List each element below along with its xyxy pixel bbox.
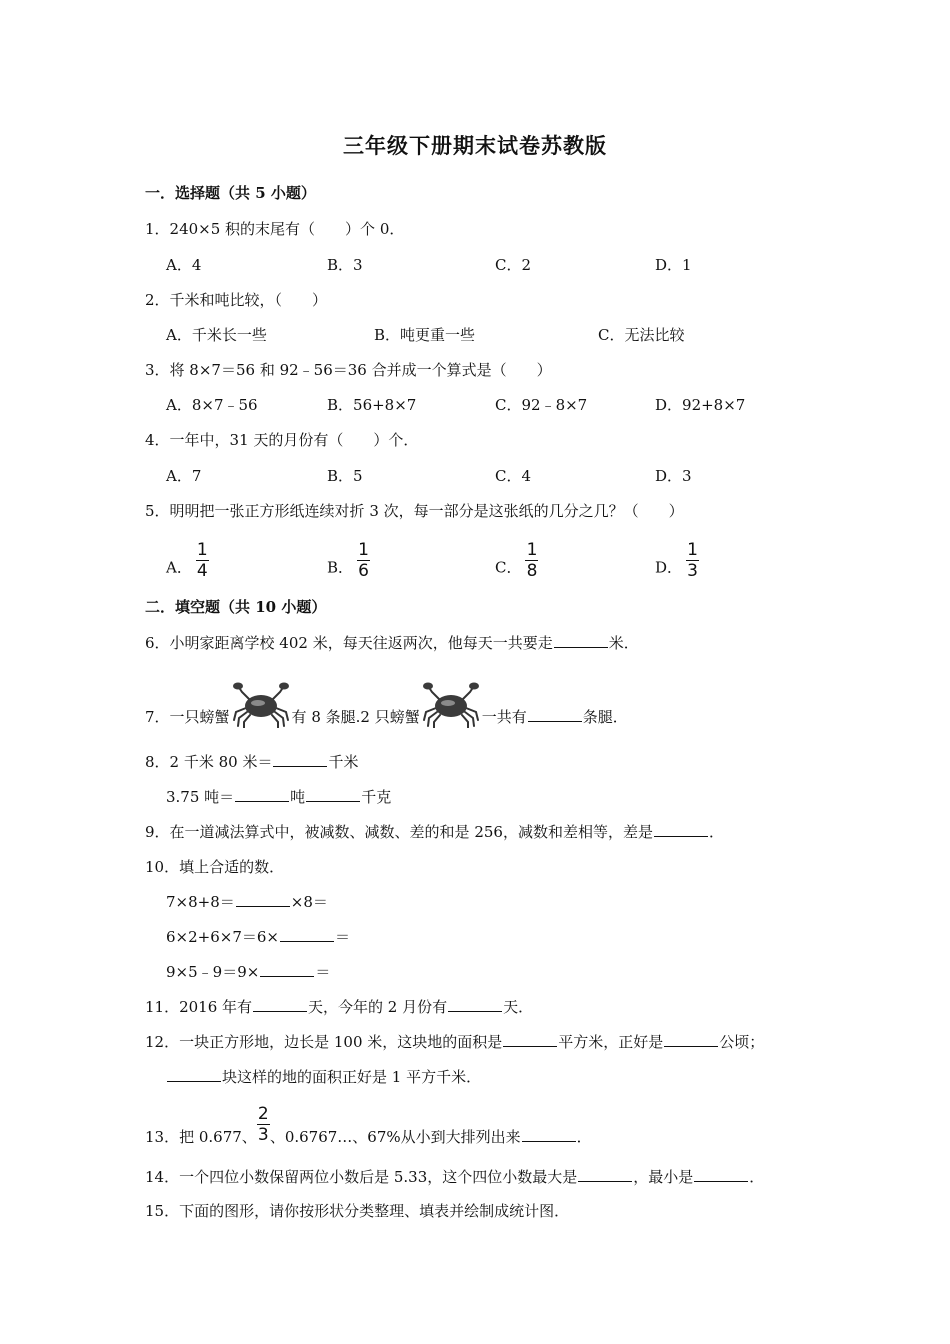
question-8-line-1 [145,751,359,772]
section-fill-heading: 二．填空题（共 10 小题） [145,598,327,616]
q10-l1-a: 7×8+8＝ [166,893,235,911]
q4-option-c: C．4 [495,467,532,485]
q1-option-b: B．3 [327,256,363,274]
q2-option-a: A．千米长一些 [166,326,267,344]
q6-text: 6．小明家距离学校 402 米，每天往返两次，他每天一共要走 [145,634,553,652]
fraction-numerator: 1 [196,540,208,560]
fraction-denominator: 6 [358,561,369,581]
fraction-numerator: 1 [687,540,698,560]
question-5-stem: 5．明明把一张正方形纸连续对折 3 次，每一部分是这张纸的几分之几？（ ） [145,502,684,520]
question-15-stem: 15．下面的图形，请你按形状分类整理、填表并绘制成统计图． [145,1202,570,1220]
q5-option-c-label: C． [495,558,522,577]
q10-l3-b: ＝ [315,963,331,981]
q11-text-c: 天． [503,998,534,1016]
q14-text-b: ，最小是 [633,1168,694,1186]
q5-option-c [495,540,538,589]
fraction-denominator: 4 [196,561,208,581]
q3-option-c: C．92﹣8×7 [495,396,588,414]
fraction-numerator: 2 [257,1103,269,1124]
answer-blank[interactable] [522,1127,576,1142]
question-12-line-1 [145,1031,764,1052]
crab-icon [232,682,290,728]
question-4-stem: 4．一年中，31 天的月份有（ ）个． [145,431,419,449]
q7-text-a: 7．一只螃蟹 [145,708,230,726]
question-3-stem: 3．将 8×7＝56 和 92﹣56＝36 合并成一个算式是（ ） [145,361,552,379]
q7-text-c: 一共有 [481,708,527,726]
q3-option-a: A．8×7﹣56 [166,396,258,414]
q3-option-b: B．56+8×7 [327,396,417,414]
answer-blank[interactable] [578,1167,632,1182]
q10-l3-a: 9×5﹣9＝9× [166,963,260,981]
q1-option-a: A．4 [166,256,202,274]
q8-text-a: 8．2 千米 80 米＝ [145,753,273,771]
q14-text-a: 14．一个四位小数保留两位小数后是 5.33，这个四位小数最大是 [145,1168,578,1186]
q12-text-c: 公顷； [719,1033,765,1051]
q8-text-e: 千克 [361,788,392,806]
fraction-denominator: 3 [257,1124,269,1145]
question-7 [145,682,628,740]
answer-blank[interactable] [253,997,307,1012]
question-14 [145,1166,764,1187]
q11-text-a: 11．2016 年有 [145,998,253,1016]
q5-option-b [327,540,370,589]
q9-end: ． [708,823,724,841]
question-10-stem: 10．填上合适的数． [145,858,285,876]
q13-text-b: 、0.6767…、67%从小到大排列出来 [269,1128,521,1146]
q3-option-d: D．92+8×7 [655,396,746,414]
q5-option-d [655,540,699,589]
question-11 [145,996,533,1017]
fraction-numerator: 1 [526,540,538,560]
page-title: 三年级下册期末试卷苏教版 [343,133,607,158]
q9-text: 9．在一道减法算式中，被减数、减数、差的和是 256，减数和差相等，差是 [145,823,653,841]
q6-unit: 米． [608,634,639,652]
q5-option-d-label: D． [655,558,683,577]
q5-option-c-fraction [525,540,538,581]
fraction-denominator: 3 [687,561,698,581]
q14-text-c: ． [749,1168,765,1186]
q5-option-d-fraction [686,540,699,581]
q5-option-a-fraction [196,540,209,581]
q10-line-2 [166,926,350,947]
q5-option-a [166,540,209,589]
q2-option-c: C．无法比较 [598,326,685,344]
q10-line-3 [166,961,330,982]
q7-text-d: 条腿． [582,708,628,726]
q7-text-b: 有 8 条腿.2 只螃蟹 [291,708,420,726]
q5-option-a-label: A． [166,558,192,577]
answer-blank[interactable] [167,1067,221,1082]
section-choice-heading: 一．选择题（共 5 小题） [145,184,316,202]
answer-blank[interactable] [654,822,708,837]
q13-text-a: 13．把 0.677、 [145,1128,257,1146]
answer-blank[interactable] [235,787,289,802]
q5-option-b-fraction [357,540,370,581]
q8-text-c: 3.75 吨＝ [166,788,235,806]
answer-blank[interactable] [554,633,608,648]
q13-text-c: ． [576,1128,592,1146]
answer-blank[interactable] [664,1032,718,1047]
answer-blank[interactable] [260,962,314,977]
answer-blank[interactable] [306,787,360,802]
q8-text-d: 吨 [290,788,306,806]
q13-fraction [257,1104,270,1145]
question-8-line-2 [166,786,391,807]
q10-line-1 [166,891,328,912]
answer-blank[interactable] [503,1032,557,1047]
question-9 [145,821,724,842]
q12-text-a: 12．一块正方形地，边长是 100 米，这块地的面积是 [145,1033,503,1051]
answer-blank[interactable] [236,892,290,907]
question-12-line-2 [166,1066,481,1087]
q5-option-b-label: B． [327,558,354,577]
q1-option-d: D．1 [655,256,692,274]
question-1-stem: 1．240×5 积的末尾有（ ）个 0． [145,220,405,238]
q11-text-b: 天，今年的 2 月份有 [308,998,448,1016]
q10-l2-b: ＝ [335,928,351,946]
q4-option-d: D．3 [655,467,692,485]
q10-l2-a: 6×2+6×7＝6× [166,928,279,946]
answer-blank[interactable] [694,1167,748,1182]
fraction-numerator: 1 [358,540,369,560]
answer-blank[interactable] [528,707,582,722]
question-2-stem: 2．千米和吨比较，（ ） [145,291,328,309]
q2-option-b: B．吨更重一些 [374,326,476,344]
q4-option-b: B．5 [327,467,363,485]
q1-option-c: C．2 [495,256,532,274]
q8-text-b: 千米 [328,753,359,771]
fraction-denominator: 8 [526,561,538,581]
question-13 [145,1103,592,1159]
answer-blank[interactable] [448,997,502,1012]
answer-blank[interactable] [280,927,334,942]
q12-text-b: 平方米，正好是 [558,1033,664,1051]
crab-icon [422,682,480,728]
q10-l1-b: ×8＝ [290,893,328,911]
q4-option-a: A．7 [166,467,202,485]
question-6 [145,632,639,653]
q12-text-d: 块这样的地的面积正好是 1 平方千米． [222,1068,482,1086]
answer-blank[interactable] [273,752,327,767]
